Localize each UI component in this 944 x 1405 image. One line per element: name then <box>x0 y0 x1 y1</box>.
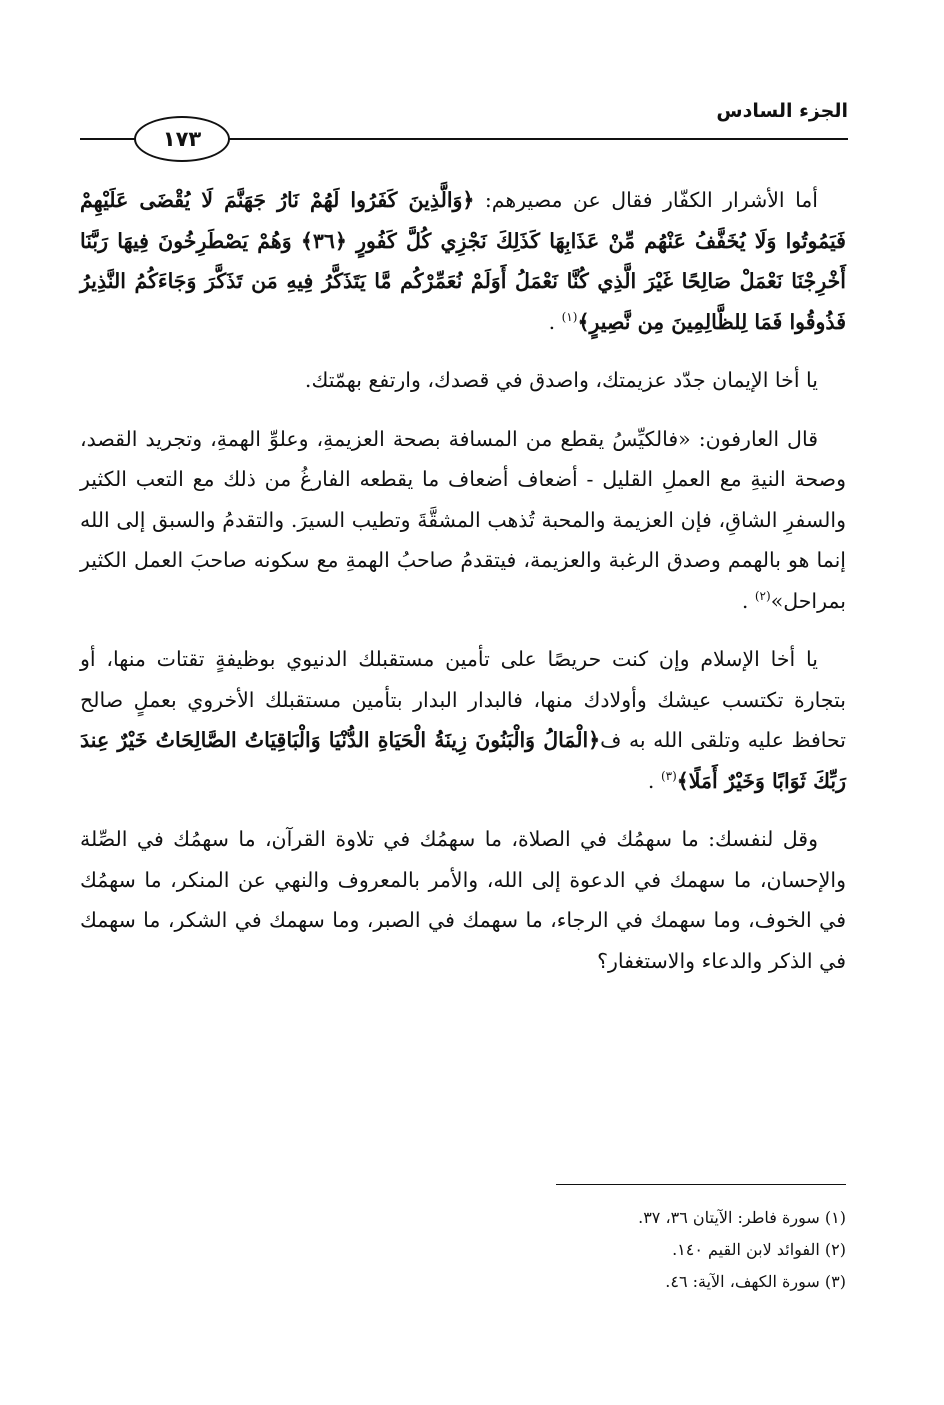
paragraph-text: وقل لنفسك: ما سهمُك في الصلاة، ما سهمُك في تلاوة القرآن، ما سهمُك في الصِّلة والإحسان، ما سهمك في الدعوة إلى الله، والأمر بالمعروف والنهي عن المنكر، ما سهمُك في الخوف، وما سهمك في الرجاء، ما سهمك في الصبر، وما سهمك في الشكر، ما سهمك في الذكر والدعاء والاستغفار؟ <box>80 827 846 973</box>
paragraph-5 <box>80 819 846 981</box>
paragraph-3 <box>80 419 846 622</box>
paragraph-4 <box>80 639 846 801</box>
footnote-2: (٢) الفوائد لابن القيم ١٤٠. <box>672 1240 846 1259</box>
paragraph-end: . <box>647 768 661 793</box>
quran-verse: ﴿وَالَّذِينَ كَفَرُوا لَهُمْ نَارُ جَهَنَّمَ لَا يُقْضَى عَلَيْهِمْ فَيَمُوتُوا وَلَا يُخَفَّفُ عَنْهُم مِّنْ عَذَابِهَا كَذَلِكَ نَجْزِي كُلَّ كَفُورٍ ﴿٣٦﴾ وَهُمْ يَصْطَرِخُونَ فِيهَا رَبَّنَا أَخْرِجْنَا نَعْمَلْ صَالِحًا غَيْرَ الَّذِي كُنَّا نَعْمَلُ أَوَلَمْ نُعَمِّرْكُم مَّا يَتَذَكَّرُ فِيهِ مَن تَذَكَّرَ وَجَاءَكُمُ النَّذِيرُ فَذُوقُوا فَمَا لِلظَّالِمِينَ مِن نَّصِيرٍ﴾ <box>80 188 846 334</box>
body-text <box>80 180 846 999</box>
footnote-ref: (١) <box>561 309 578 324</box>
paragraph-text: قال العارفون: «فالكيِّسُ يقطع من المسافة بصحة العزيمةِ، وعلوِّ الهمةِ، وتجريد القصد، وصحة النيةِ مع العملِ القليل - أضعاف أضعاف ما يقطعه الفارغُ من ذلك مع التعب الكثير والسفرِ الشاقِ، فإن العزيمة والمحبة تُذهب المشقَّةَ وتطيب السيرَ. والتقدمُ والسبق إلى الله إنما هو بالهمم وصدق الرغبة والعزيمة، فيتقدمُ صاحبُ الهمةِ مع سكونه صاحبَ العمل الكثير بمراحل» <box>80 426 846 613</box>
page-number: ١٧٣ <box>134 116 230 162</box>
part-title: الجزء السادس <box>716 100 848 122</box>
paragraph-end: . <box>741 588 755 613</box>
quran-verse: ﴿الْمَالُ وَالْبَنُونَ زِينَةُ الْحَيَاةِ الدُّنْيَا وَالْبَاقِيَاتُ الصَّالِحَاتُ خَيْرٌ عِندَ رَبِّكَ ثَوَابًا وَخَيْرٌ أَمَلًا﴾ <box>80 728 846 793</box>
footnote-ref: (٣) <box>660 768 677 783</box>
footnotes <box>146 1202 846 1298</box>
paragraph-2 <box>80 360 846 401</box>
footnote-1: (١) سورة فاطر: الآيتان ٣٦، ٣٧. <box>638 1208 846 1227</box>
footnote-rule <box>556 1184 846 1185</box>
paragraph-text: يا أخا الإيمان جدّد عزيمتك، واصدق في قصدك، وارتفع بهمّتك. <box>304 368 818 392</box>
footnote-3: (٣) سورة الكهف، الآية: ٤٦. <box>665 1272 846 1291</box>
paragraph-text: أما الأشرار الكفّار فقال عن مصيرهم: <box>474 188 818 212</box>
paragraph-text: يا أخا الإسلام وإن كنت حريصًا على تأمين مستقبلك الدنيوي بوظيفةٍ تقتات منها، أو بتجارة تكتسب عيشك وأولادك منها، فالبدار البدار بتأمين مستقبلك الأخروي بعملٍ صالح تحافظ عليه وتلقى الله به ف <box>80 647 846 752</box>
paragraph-end: . <box>548 309 562 334</box>
paragraph-1 <box>80 180 846 342</box>
footnote-ref: (٢) <box>754 588 771 603</box>
